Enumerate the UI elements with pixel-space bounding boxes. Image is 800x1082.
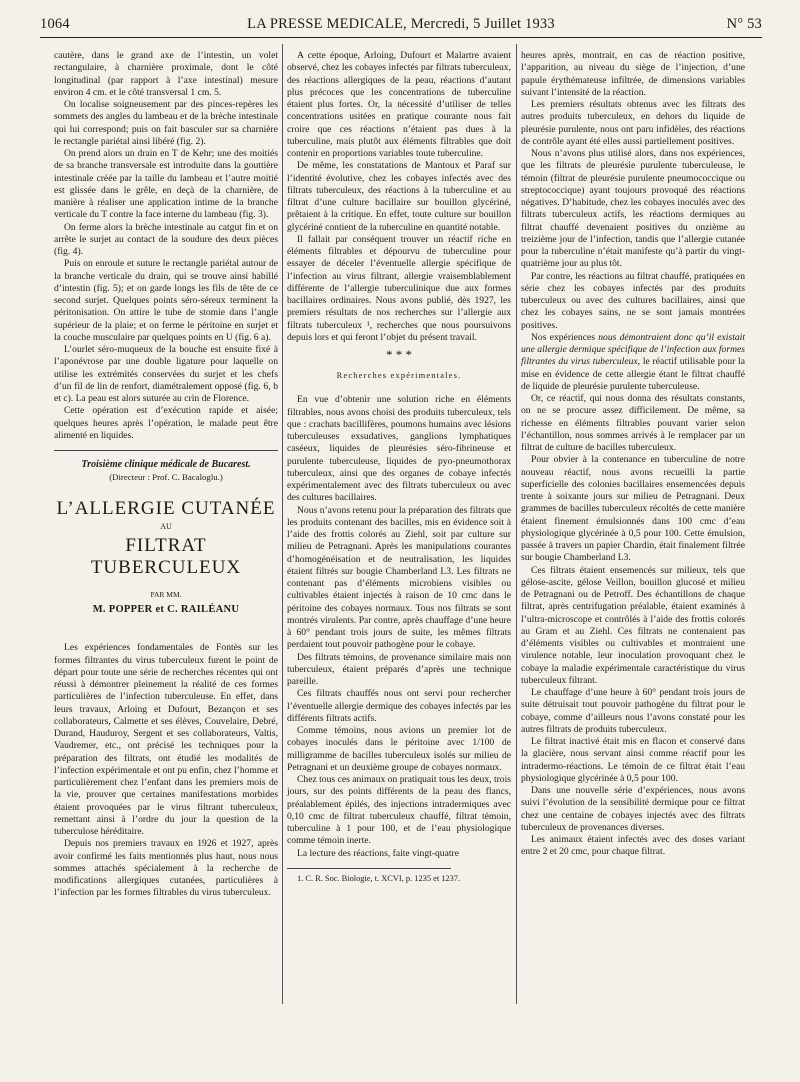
paragraph: A cette époque, Arloing, Dufourt et Malartre avaient observé, chez les cobayes infectés par filtrats tuberculeux, des réactions allergiques de la peau, réactions d’autant plus précoces que les concentrations de tuberculine étaient plus fortes. Or, la nécessité d’utiliser de telles concentrations usitées en pratique courante nous fait croire que ces réactions n’étaient pas dues à la tuberculine, mais plutôt aux éléments filtrables que doit contenir en proportions variables toute tuberculine. (287, 50, 511, 159)
paragraph: Il fallait par conséquent trouver un réactif riche en éléments filtrables et dépourvu de tuberculine pour essayer de déceler l’éventuelle allergie spécifique de l’infection au virus filtrant, allergie vraisemblablement différente de l’allergie tuberculinique due aux formes bacillaires ordinaires. Nous avons publié, dès 1927, les premiers résultats de nos recherches sur l’allergie aux filtrats tuberculeux ¹, recherches que nous poursuivons depuis lors et qui feront l’objet du présent travail. (287, 233, 511, 343)
page-header (40, 14, 762, 36)
clinic-director: (Directeur : Prof. C. Bacaloglu.) (109, 472, 223, 483)
text-run: Nos expériences (531, 331, 599, 343)
paragraph: Des filtrats témoins, de provenance similaire mais non tuberculeux, étaient préparés d’après une technique pareille. (287, 651, 511, 687)
article-authors: M. POPPER et C. RAILÉANU (92, 604, 240, 615)
paragraph: Les animaux étaient infectés avec des doses variant entre 2 et 20 cmc, pour chaque filtrat. (521, 834, 745, 858)
column-middle (287, 50, 511, 884)
paragraph: La lecture des réactions, faite vingt-quatre (297, 847, 459, 859)
paragraph (521, 332, 745, 393)
paragraph: cautère, dans le grand axe de l’intestin, un volet rectangulaire, à charnière proximale, dont le côté longitudinal (par rapport à l’axe intestinal) mesure environ 4 cm. et le côté transversal 1 cm. 5. (54, 50, 278, 98)
column-separator (516, 44, 517, 1004)
footnote: 1. C. R. Soc. Biologie, t. XCVI, p. 1235 et 1237. (297, 873, 461, 883)
paragraph: Comme témoins, nous avions un premier lot de cobayes inoculés dans le péritoine avec 1/100 de milligramme de bacilles tuberculeux isolés sur milieu de Petragnani et un deuxième groupe de cobayes normaux. (287, 725, 511, 773)
paragraph: Chez tous ces animaux on pratiquait tous les deux, trois jours, sur des points différents de la peau des flancs, préalablement épilés, des injections intradermiques avec 0,10 cmc de filtrat tuberculeux chauffé, filtrat témoin, tuberculine à 1 pour 100, et de l’eau physiologique comme témoin inerte. (287, 774, 511, 847)
column-left (54, 50, 278, 900)
paragraph: heures après, montrait, en cas de réaction positive, l’apparition, au niveau du siège de l’injection, d’une papule érythémateuse infiltrée, de dimensions variables suivant l’intensité de la réaction. (521, 50, 745, 98)
paragraph: Le chauffage d’une heure à 60° pendant trois jours de suite détruisait tout pouvoir pathogène du filtrat pour le cobaye, comme d’ailleurs nous l’avons constaté pour les autres filtrats de produits tuberculeux. (521, 687, 745, 735)
paragraph: Pour obvier à la contenance en tuberculine de notre nouveau réactif, nous avons recueilli la partie superficielle des colonies bacillaires ensemencées depuis trente à soixante jours sur milieu de Petragnani. Deux grammes de bacilles tuberculeux récoltés de cette manière étaient finement émulsionnés dans 100 cmc d’eau physiologique glycérinée à 0,5 pour 100. Cette émulsion, passée à travers un papier Chardin, était finalement filtrée sur bougie Chamberland L3. (521, 454, 745, 564)
issue-date: Mercredi, 5 Juillet 1933 (410, 16, 555, 32)
paragraph: Puis on enroule et suture le rectangle pariétal autour de la branche verticale du drain, qui se trouve ainsi habillé d’intestin (fig. 5); et on garde longs les fils de tête de ce second surjet. Quelques points séro-séreux terminent la péritonisation. On attire le tube de stomie dans l’angle supérieur de la plaie; et on ferme le péritoine en surjet et la couche musculaire par quelques points en U (fig. 6 a). (54, 258, 278, 343)
paragraph: Ces filtrats chauffés nous ont servi pour rechercher l’éventuelle allergie dermique des cobayes infectés par les différents filtrats actifs. (287, 688, 511, 724)
issue-number: N° 53 (726, 16, 762, 32)
paragraph: On prend alors un drain en T de Kehr; une des moitiés de sa branche transversale est introduite dans la gouttière intestinale créée par la taille du lambeau et l’autre moitié est glissée dans le grêle, en deçà de la charnière, de manière à réaliser une application intime de la branche verticale du T contre la face interne du lambeau (fig. 3). (54, 148, 278, 221)
article-title-line1: L’ALLERGIE CUTANÉE (56, 497, 276, 519)
paragraph: Or, ce réactif, qui nous donna des résultats constants, on ne se procure assez difficilement. De même, sa richesse en éléments filtrables pouvant varier selon l’échantillon, nous sommes arrivés à le remplacer par un filtrat de culture de bacilles tuberculeux. (521, 393, 745, 453)
paragraph: Les expériences fondamentales de Fontès sur les formes filtrantes du virus tuberculeux furent le point de départ pour toute une série de recherches récentes qui ont réussi à démontrer pleinement la réalité de ces formes particulières de l’infection tuberculeuse. En effet, dans leurs travaux, Arloing et Dufourt, Bezançon et ses collaborateurs, Calmette et ses élèves, Couvelaire, Debré, Durand, Hauduroy, Sergent et ses collaborateurs, Valtis, Vaudremer, etc., ont précisé les techniques pour la préparation des filtrats, ont étudié les modalités de l’infection expérimentale et ont pu enfin, chez l’homme et particulièrement chez l’enfant dans les premiers mois de la vie, prouver que certaines manifestations morbides étaient provoquées par le virus filtrant tuberculeux, remettant ainsi à l’ordre du jour la question de la tuberculose héréditaire. (54, 642, 278, 837)
paragraph: Nous n’avons plus utilisé alors, dans nos expériences, que les filtrats de pleurésie purulente tuberculeuse, le témoin (filtrat de pleurésie purulente pneumococcique ou streptococcique) ayant toujours provoqué des réactions négatives. D’habitude, chez les cobayes inoculés avec des filtrats tuberculeux actifs, les réactions dermiques au filtrat chauffé devenaient positives du onzième au treizième jour de l’infection, tandis que l’allergie cutanée pour la tuberculine n’était manifeste qu’à partir du vingt-quatrième jour au plus tôt. (521, 148, 745, 270)
paragraph: En vue d’obtenir une solution riche en éléments filtrables, nous avons choisi des produits tuberculeux, tels que : crachats bacillifères, poumons humains avec lésions tuberculeuses exsudatives, ganglions lymphatiques caséeux, liquides de pleurésies séro-fibrineuse et purulente tuberculeuse, liquides de pyo-pneumothorax tuberculeux, ainsi que des organes de cobaye infectés expérimentalement avec des filtrats tuberculeux ou avec des cultures bacillaires. (287, 394, 511, 504)
journal-name: LA PRESSE MEDICALE, (247, 16, 407, 32)
paragraph: Les premiers résultats obtenus avec les filtrats des autres produits tuberculeux, en dehors du liquide de pleurésie purulente, nous ont paru infidèles, des réactions de contrôle ayant été elles aussi partiellement positives. (521, 99, 745, 147)
section-heading: Recherches expérimentales. (336, 371, 462, 380)
clinic-name: Troisième clinique médicale de Bucarest. (81, 459, 251, 470)
paragraph: Dans une nouvelle série d’expériences, nous avons suivi l’évolution de la sensibilité dermique pour ce filtrat chez une centaine de cobayes injectés avec des filtrats tuberculeux de provenances diverses. (521, 785, 745, 833)
paragraph: Par contre, les réactions au filtrat chauffé, pratiquées en série chez les cobayes infectés par des produits tuberculeux ou avec des cultures bacillaires, ainsi que chez les cobayes sains, ne se sont jamais montrées positives. (521, 270, 745, 331)
page-number: 1064 (40, 16, 70, 32)
column-separator (282, 44, 283, 1004)
journal-line (40, 16, 762, 33)
section-stars: * * * (386, 347, 412, 362)
paragraph: L’ourlet séro-muqueux de la bouche est ensuite fixé à l’aponévrose par une double ligature pour laquelle on utilise les extrémités conservées du surjet et les chefs d’un fil de lin de renfort, diamétralement opposé (fig. 6, b et c). La peau est alors suturée au crin de Florence. (54, 344, 278, 404)
paragraph: Le filtrat inactivé était mis en flacon et conservé dans la glacière, nous servant ainsi comme réactif pour les intradermo-réactions. Le témoin de ce filtrat était l’eau physiologique glycérinée à 0,5 pour 100. (521, 736, 745, 784)
article-title-connector: AU (160, 521, 172, 531)
article-title-line2: FILTRAT TUBERCULEUX (90, 534, 242, 578)
header-rule (40, 37, 762, 38)
paragraph: On ferme alors la brèche intestinale au catgut fin et on arrête le surjet au contact de la soudure des deux pièces (fig. 4). (54, 221, 278, 257)
paragraph: Nous n’avons retenu pour la préparation des filtrats que les produits contenant des bacilles, mis en évidence soit à l’aide des frottis colorés au Ziehl, soit par culture sur milieu de Petragnani. Après les manipulations courantes d’homogénéisation et de neutralisation, les liquides étaient filtrés sur bougie Chamberland L3. Les filtrats ne contenant pas d’éléments microbiens visibles ou cultivables étaient injectés à raison de 10 cmc dans le péritoine des cobayes normaux. Tous nos filtrats se sont montrés virulents. Par contre, après chauffage d’une heure à 60° pendant trois jours de suite, les mêmes filtrats perdaient tout pouvoir pathogène pour le cobaye. (287, 504, 511, 651)
paragraph: Depuis nos premiers travaux en 1926 et 1927, après avoir confirmé les faits mentionnés plus haut, nous nous sommes attachés spécialement à la recherche de modifications allergiques cutanées, particulières à l’infection par les formes filtrables du virus tuberculeux. (54, 838, 278, 899)
footnote-rule (287, 868, 451, 869)
section-rule (54, 450, 278, 451)
column-right (521, 50, 745, 859)
emphasis-text: nous démontraient donc qu’il existait une allergie dermique spécifique de l’infection aux formes filtrantes du virus tuberculeux (521, 331, 745, 368)
byline-prefix: PAR MM. (150, 589, 182, 599)
paragraph: De même, les constatations de Mantoux et Paraf sur l’identité évolutive, chez les cobayes infectés avec des filtrats tuberculeux, des réactions à la tuberculine et au filtrat d’une culture bacillaire sur bouillon glycériné, prêtaient à la critique. En effet, toute culture sur bouillon glycériné contient de la tuberculine en quantité notable. (287, 160, 511, 233)
paragraph: On localise soigneusement par des pinces-repères les sommets des angles du lambeau et de la brèche intestinale qui lui correspond; puis on fait basculer sur sa charnière le rectangle pariétal ainsi libéré (fig. 2). (54, 99, 278, 147)
text-run: , le réactif utilisable pour la mise en évidence de cette allergie étant le filtrat chauffé de liquide de pleurésie purulente tuberculeuse. (521, 356, 745, 392)
paragraph: Cette opération est d’exécution rapide et aisée; quelques heures après l’opération, le malade peut être alimenté en liquides. (54, 405, 278, 441)
paragraph: Ces filtrats étaient ensemencés sur milieux, tels que gélose-ascite, gélose Veillon, bouillon glucosé et milieu de Petragnani ou de Petroff. Des échantillons de chaque filtrat, après centrifugation préalable, étaient examinés à l’ultra-microscope et contrôlés à l’aide des frottis colorés au Gram et au Ziehl. Ces filtrats ne contenaient pas d’éléments visibles ou cultivables et montraient une virulence notable, leur inoculation provoquant chez le cobaye la maladie expérimentale caractéristique du virus tuberculeux filtrant. (521, 564, 745, 686)
